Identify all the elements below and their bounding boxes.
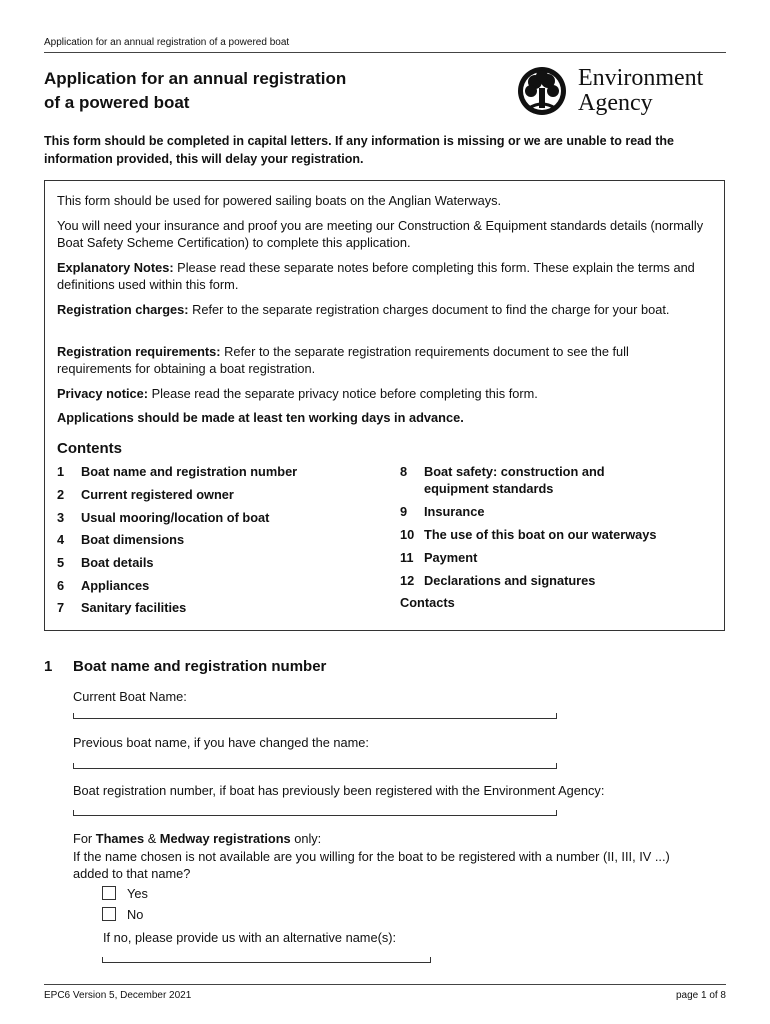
thames-medway-note: For Thames & Medway registrations only: (73, 831, 322, 846)
contents-item: 6 Appliances (57, 578, 150, 593)
contents-item: 3 Usual mooring/location of boat (57, 510, 270, 525)
contents-item: 4 Boat dimensions (57, 532, 185, 547)
footer-page-number: page 1 of 8 (675, 990, 726, 1001)
environment-agency-tree-logo-icon (515, 66, 571, 118)
previous-boat-name-label: Previous boat name, if you have changed the name: (73, 735, 369, 750)
contents-heading: Contents (57, 440, 122, 457)
registration-requirements: Registration requirements: Refer to the separate registration requirements document to see the full requirements for obtaining a boat registration. (57, 344, 629, 376)
section-title: Boat name and registration number (73, 658, 327, 675)
contents-item: 8 Boat safety: construction and equipment standards (400, 464, 605, 496)
contents-item: 2 Current registered owner (57, 487, 234, 502)
info-box (44, 180, 725, 631)
footer-divider (44, 984, 726, 985)
registration-charges: Registration charges: Refer to the separate registration charges document to find the charge for your boat. (57, 302, 670, 317)
header-divider (44, 52, 726, 53)
section-number: 1 (44, 658, 53, 675)
contents-item: 11 Payment (400, 550, 478, 565)
page-title: Application for an annual registration of a powered boat (44, 69, 347, 112)
running-header: Application for an annual registration of a powered boat (44, 37, 290, 48)
contents-item: 12 Declarations and signatures (400, 573, 596, 588)
registration-number-field[interactable] (73, 810, 557, 816)
no-label: No (127, 907, 144, 922)
contents-item: 10 The use of this boat on our waterways (400, 527, 657, 542)
contents-item: 9 Insurance (400, 504, 485, 519)
explanatory-notes: Explanatory Notes: Please read these separate notes before completing this form. These explain the terms and definitions used within this form. (57, 260, 695, 292)
alternative-name-label: If no, please provide us with an alternative name(s): (103, 930, 397, 945)
yes-label: Yes (127, 886, 148, 901)
no-checkbox[interactable] (102, 907, 116, 921)
privacy-notice: Privacy notice: Please read the separate privacy notice before completing this form. (57, 386, 538, 401)
current-boat-name-field[interactable] (73, 713, 557, 719)
intro-instructions: This form should be completed in capital letters. If any information is missing or we are unable to read the information provided, this will delay your registration. (44, 134, 674, 166)
logo-wordmark: Environment Agency (578, 65, 704, 116)
contents-item: 1 Boat name and registration number (57, 464, 298, 479)
footer-version: EPC6 Version 5, December 2021 (44, 990, 192, 1001)
contents-item: 7 Sanitary facilities (57, 600, 187, 615)
advance-notice: Applications should be made at least ten working days in advance. (57, 410, 464, 425)
contents-item: 5 Boat details (57, 555, 154, 570)
yes-checkbox[interactable] (102, 886, 116, 900)
info-p1: This form should be used for powered sailing boats on the Anglian Waterways. (57, 193, 502, 208)
number-suffix-question: If the name chosen is not available are you willing for the boat to be registered with a number (II, III, IV ...) added to that name? (73, 849, 670, 881)
alternative-name-field[interactable] (102, 957, 431, 963)
registration-number-label: Boat registration number, if boat has previously been registered with the Environment Agency: (73, 783, 605, 798)
contents-contacts: Contacts (400, 595, 455, 610)
info-p2: You will need your insurance and proof you are meeting our Construction & Equipment standards details (normally Boat Safety Scheme Certification) to complete this application. (57, 218, 704, 250)
previous-boat-name-field[interactable] (73, 763, 557, 769)
current-boat-name-label: Current Boat Name: (73, 689, 187, 704)
